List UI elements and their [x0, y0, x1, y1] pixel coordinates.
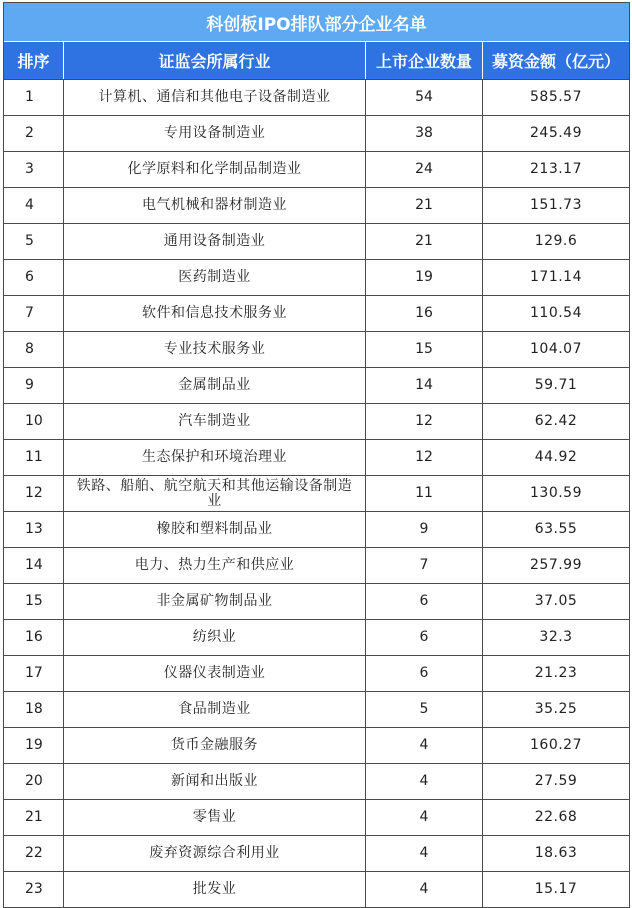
cell-amount: 130.59 [530, 485, 582, 501]
cell-rank: 15 [4, 584, 64, 619]
cell-rank: 12 [4, 476, 64, 511]
cell-industry: 货币金融服务 [64, 728, 366, 763]
cell-industry: 专业技术服务业 [64, 332, 366, 367]
cell-industry: 非金属矿物制品业 [64, 584, 366, 619]
table-row [4, 80, 629, 116]
cell-rank: 13 [4, 512, 64, 547]
table-row [4, 296, 629, 332]
cell-count: 38 [366, 116, 483, 151]
cell-rank: 2 [4, 116, 64, 151]
cell-industry: 医药制造业 [64, 260, 366, 295]
table-row [4, 512, 629, 548]
cell-amount: 37.05 [534, 593, 578, 609]
cell-amount: 21.23 [534, 665, 578, 681]
cell-industry: 批发业 [64, 872, 366, 907]
table-row [4, 404, 629, 440]
cell-amount: 27.59 [534, 773, 578, 789]
cell-rank: 21 [4, 800, 64, 835]
cell-rank: 17 [4, 656, 64, 691]
cell-industry: 金属制品业 [64, 368, 366, 403]
cell-count: 6 [366, 656, 483, 691]
cell-rank: 22 [4, 836, 64, 871]
cell-amount: 245.49 [530, 125, 582, 141]
cell-amount: 104.07 [530, 341, 582, 357]
table-row [4, 476, 629, 512]
table-row [4, 800, 629, 836]
table-row [4, 152, 629, 188]
cell-amount: 62.42 [534, 413, 578, 429]
cell-count: 9 [366, 512, 483, 547]
cell-count: 12 [366, 404, 483, 439]
cell-count: 15 [366, 332, 483, 367]
cell-rank: 5 [4, 224, 64, 259]
cell-rank: 19 [4, 728, 64, 763]
table-row [4, 368, 629, 404]
cell-industry: 电力、热力生产和供应业 [64, 548, 366, 583]
cell-count: 21 [366, 224, 483, 259]
table-row [4, 188, 629, 224]
cell-count: 4 [366, 836, 483, 871]
cell-amount: 35.25 [534, 701, 578, 717]
cell-rank: 23 [4, 872, 64, 907]
table-row [4, 728, 629, 764]
cell-amount: 257.99 [530, 557, 582, 573]
cell-count: 4 [366, 728, 483, 763]
cell-amount: 160.27 [530, 737, 582, 753]
cell-industry: 铁路、船舶、航空航天和其他运输设备制造业 [64, 476, 366, 511]
table-header-row [4, 42, 629, 79]
cell-amount: 213.17 [530, 161, 582, 177]
cell-industry: 汽车制造业 [64, 404, 366, 439]
cell-amount: 151.73 [530, 197, 582, 213]
cell-industry: 化学原料和化学制品制造业 [64, 152, 366, 187]
cell-count: 4 [366, 800, 483, 835]
header-industry: 证监会所属行业 [64, 42, 366, 79]
cell-industry: 计算机、通信和其他电子设备制造业 [64, 80, 366, 115]
cell-industry: 专用设备制造业 [64, 116, 366, 151]
cell-rank: 1 [4, 80, 64, 115]
cell-count: 7 [366, 548, 483, 583]
cell-count: 24 [366, 152, 483, 187]
cell-industry: 纺织业 [64, 620, 366, 655]
cell-industry: 电气机械和器材制造业 [64, 188, 366, 223]
table-row [4, 692, 629, 728]
cell-count: 4 [366, 764, 483, 799]
cell-rank: 20 [4, 764, 64, 799]
cell-industry: 生态保护和环境治理业 [64, 440, 366, 475]
cell-rank: 8 [4, 332, 64, 367]
table-row [4, 620, 629, 656]
cell-count: 6 [366, 584, 483, 619]
table-row [4, 260, 629, 296]
cell-rank: 10 [4, 404, 64, 439]
header-amount: 募资金额（亿元） [491, 52, 620, 71]
cell-amount: 15.17 [534, 881, 578, 897]
ipo-table [3, 2, 630, 908]
cell-count: 21 [366, 188, 483, 223]
cell-rank: 7 [4, 296, 64, 331]
table-body [4, 79, 629, 908]
table-row [4, 224, 629, 260]
table-row [4, 116, 629, 152]
table-row [4, 440, 629, 476]
table-row [4, 764, 629, 800]
cell-industry: 废弃资源综合利用业 [64, 836, 366, 871]
cell-count: 6 [366, 620, 483, 655]
cell-industry: 软件和信息技术服务业 [64, 296, 366, 331]
cell-industry: 橡胶和塑料制品业 [64, 512, 366, 547]
cell-amount: 171.14 [530, 269, 582, 285]
cell-count: 19 [366, 260, 483, 295]
cell-count: 14 [366, 368, 483, 403]
table-row [4, 584, 629, 620]
table-row [4, 548, 629, 584]
cell-rank: 9 [4, 368, 64, 403]
cell-rank: 14 [4, 548, 64, 583]
cell-rank: 18 [4, 692, 64, 727]
header-rank: 排序 [4, 42, 64, 79]
cell-amount: 110.54 [530, 305, 582, 321]
header-count: 上市企业数量 [366, 42, 483, 79]
cell-rank: 6 [4, 260, 64, 295]
cell-rank: 16 [4, 620, 64, 655]
cell-amount: 22.68 [534, 809, 578, 825]
table-title: 科创板IPO排队部分企业名单 [4, 3, 629, 42]
cell-amount: 63.55 [534, 521, 578, 537]
cell-rank: 11 [4, 440, 64, 475]
cell-industry: 零售业 [64, 800, 366, 835]
cell-industry: 通用设备制造业 [64, 224, 366, 259]
cell-count: 16 [366, 296, 483, 331]
cell-count: 4 [366, 872, 483, 907]
table-row [4, 836, 629, 872]
table-row [4, 872, 629, 908]
cell-rank: 3 [4, 152, 64, 187]
cell-industry: 新闻和出版业 [64, 764, 366, 799]
cell-count: 5 [366, 692, 483, 727]
cell-industry: 食品制造业 [64, 692, 366, 727]
cell-count: 54 [366, 80, 483, 115]
cell-rank: 4 [4, 188, 64, 223]
cell-amount: 585.57 [530, 89, 582, 105]
table-row [4, 656, 629, 692]
cell-count: 11 [366, 476, 483, 511]
cell-industry: 仪器仪表制造业 [64, 656, 366, 691]
cell-amount: 129.6 [534, 233, 578, 249]
table-row [4, 332, 629, 368]
cell-amount: 59.71 [534, 377, 578, 393]
cell-count: 12 [366, 440, 483, 475]
cell-amount: 32.3 [539, 629, 573, 645]
cell-amount: 44.92 [534, 449, 578, 465]
cell-amount: 18.63 [534, 845, 578, 861]
